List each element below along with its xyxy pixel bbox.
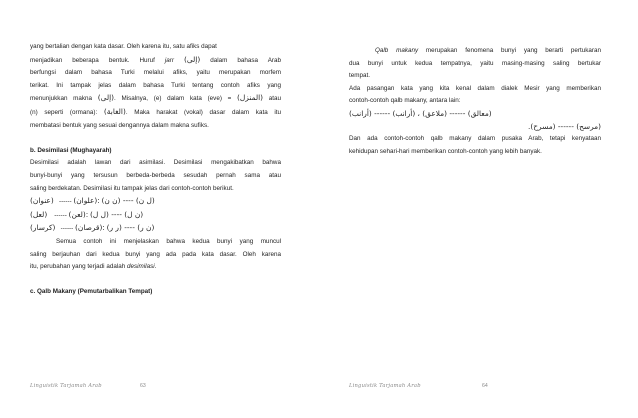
left-page-body [30,41,281,299]
example-row: (عنوان) ------ (علوان): (ن ن) ---- (ل ن) [30,196,155,206]
paragraph-line: Dan ada contoh-contoh qalb makany dalam pusaka Arab, tetapi kenyataan [349,135,601,143]
paragraph-line: saling berdekatan. Desimilasi itu tampak jelas dari contoh-contoh berikut. [30,184,234,192]
paragraph-line: terikat. Ini tampak jelas dalam bahasa Turki tentang contoh afiks yang [30,81,281,89]
paragraph-line: itu, perubahan yang terjadi adalah desimilasi. [30,263,157,271]
paragraph-line: (n) seperti (ormana): (الغابة). Maka harakat (vokal) dasar dalam kata itu [30,106,282,116]
example-row: (معالق) ------ (ملاعق) ، (أرانب) ------ (أرانب) [349,108,492,118]
paragraph-line: menunjukkan makna (إلى). Misalnya, (e) dalam kata (eve) = (المنزل) atau [30,93,282,103]
paragraph-line: kehidupan sehari-hari memberikan contoh-contoh yang lebih banyak. [349,147,542,155]
example-row: (مرسح) ------ (مسرح). [528,121,601,131]
section-heading-b: b. Desimilasi (Mughayarah) [30,146,112,154]
paragraph-line: Ada pasangan kata yang kita kenal dalam dialek Mesir yang memberikan [349,84,601,92]
page-number: 64 [482,383,488,389]
right-footer [349,383,609,389]
page-number: 63 [140,383,146,389]
paragraph-line: membatasi bentuk yang sesuai dengannya dalam makna sufiks. [30,121,209,129]
left-footer [30,383,290,389]
right-page-body [349,45,601,158]
paragraph-line: tempat. [349,72,370,80]
footer-signature: Linguistik Tarjamah Arab [349,383,421,389]
paragraph-line: Semua contoh ini menjelaskan bahwa kedua bunyi yang muncul [56,237,281,245]
paragraph-line: menjadikan beberapa bentuk. Huruf jarr (إلى) dalam bahasa Arab [30,54,281,64]
paragraph-line: contoh-contoh qalb makany, antara lain: [349,97,461,105]
section-heading-c: c. Qalb Makany (Pemutarbalikan Tempat) [30,288,153,296]
example-row: (لعل) ------ (لعن): (ل ل) ---- (ن ل) [30,209,144,219]
example-row: (كرسار) ------ (قرصان): (ر ر) ---- (ن ر) [30,223,155,233]
paragraph-line: dua bunyi untuk kedua tempatnya, yaitu masing-masing saling bertukar [349,59,601,67]
paragraph-line: Qalb makany merupakan fenomena bunyi yang berarti pertukaran [375,47,601,54]
footer-signature: Linguistik Tarjamah Arab [30,383,102,389]
right-page [319,0,638,418]
paragraph-line: saling berjauhan dari kedua bunyi yang ada pada kata dasar. Oleh karena [30,250,281,258]
paragraph-line: Desimilasi adalah lawan dari asimilasi. Desimilasi mengakibatkan bahwa [30,159,281,167]
paragraph-line: berfungsi dalam bahasa Turki melalui afiks, yaitu merupakan morfem [30,69,281,77]
paragraph-line: yang bertalian dengan kata dasar. Oleh karena itu, satu afiks dapat [30,43,217,50]
paragraph-line: bunyi-bunyi yang tersusun berbeda-berbeda sesudah pernah sama atau [30,171,281,179]
